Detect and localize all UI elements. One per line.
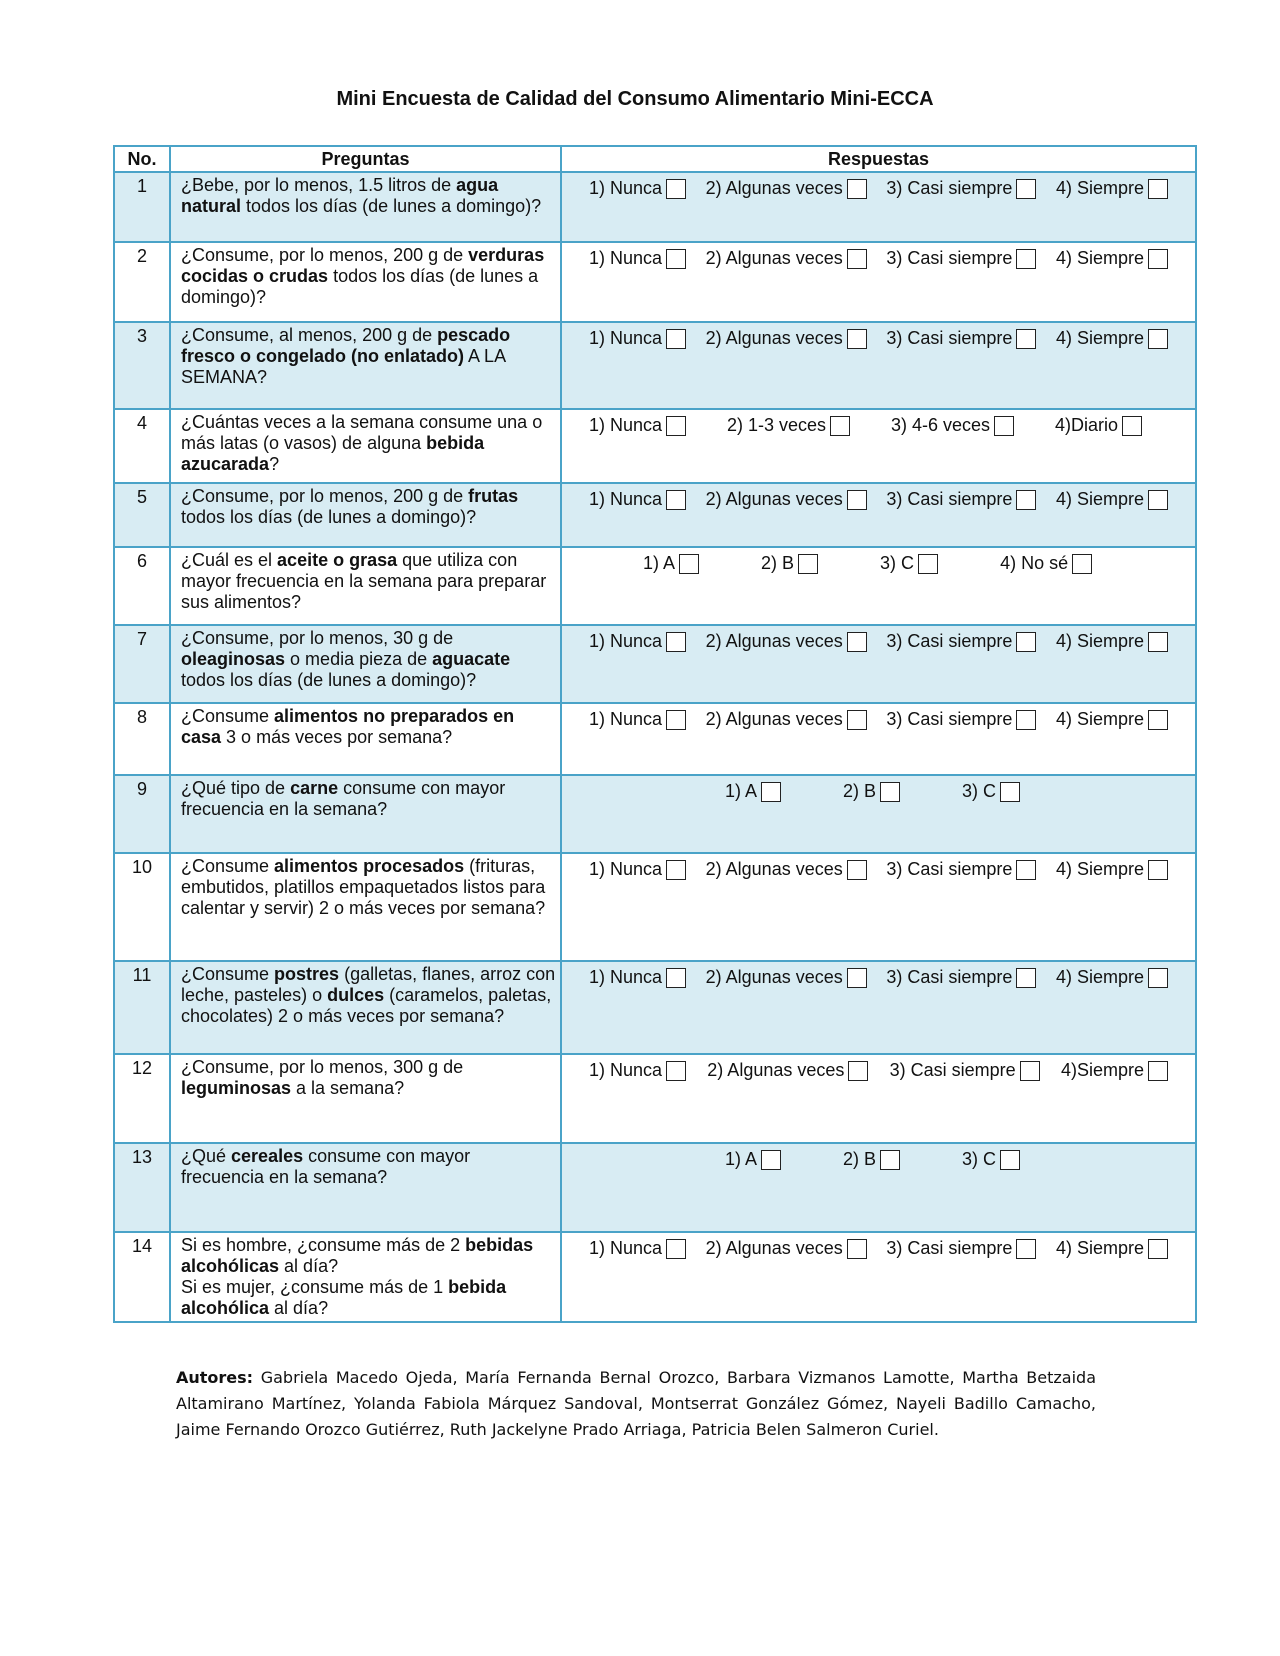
answer-option[interactable] (886, 967, 1036, 988)
question-segment: todos los días (de lunes a domingo)? (181, 670, 477, 690)
question-text (170, 853, 561, 961)
answer-option[interactable] (880, 553, 938, 574)
checkbox[interactable] (1148, 632, 1168, 652)
question-segment: ¿Consume, por lo menos, 300 g de (181, 1057, 464, 1077)
checkbox[interactable] (666, 860, 686, 880)
checkbox[interactable] (666, 490, 686, 510)
question-keyword: frutas (468, 486, 519, 506)
checkbox[interactable] (1016, 329, 1036, 349)
answer-cell (561, 625, 1196, 703)
answer-option[interactable] (1056, 859, 1168, 880)
answer-option[interactable] (725, 781, 781, 802)
answer-cell (561, 961, 1196, 1054)
answer-option[interactable] (589, 859, 686, 880)
question-segment: al día? (279, 1256, 339, 1276)
option-label: 2) Algunas veces (705, 709, 843, 729)
option-label: 3) Casi siempre (886, 489, 1013, 509)
option-label: 2) Algunas veces (705, 178, 843, 198)
page-title: Mini Encuesta de Calidad del Consumo Alimentario Mini-ECCA (336, 88, 934, 110)
question-segment: ¿Consume, por lo menos, 200 g de (181, 245, 469, 265)
checkbox[interactable] (847, 329, 867, 349)
option-label: 2) B (843, 781, 877, 801)
question-keyword: carne (290, 778, 339, 798)
answer-option[interactable] (843, 781, 900, 802)
answer-option[interactable] (1056, 1238, 1168, 1259)
answer-cell (561, 703, 1196, 775)
answer-option[interactable] (706, 1238, 867, 1259)
table-row (114, 483, 1196, 547)
answer-cell (561, 1232, 1196, 1322)
table-row (114, 703, 1196, 775)
option-label: 3) Casi siempre (886, 859, 1013, 879)
answer-cell (561, 853, 1196, 961)
question-number: 10 (114, 853, 170, 961)
question-number: 3 (114, 322, 170, 409)
question-segment: consume con mayor frecuencia en la semana? (181, 778, 506, 819)
checkbox[interactable] (1016, 249, 1036, 269)
answer-option[interactable] (589, 967, 686, 988)
question-segment: todos los días (de lunes a domingo)? (241, 196, 542, 216)
checkbox[interactable] (1020, 1061, 1040, 1081)
question-keyword: aguacate (432, 649, 511, 669)
answer-option[interactable] (1056, 709, 1168, 730)
checkbox[interactable] (1016, 860, 1036, 880)
option-label: 1) Nunca (589, 859, 663, 879)
checkbox[interactable] (1016, 179, 1036, 199)
answer-option[interactable] (589, 489, 686, 510)
checkbox[interactable] (666, 1239, 686, 1259)
question-number: 13 (114, 1143, 170, 1232)
question-segment: todos los días (de lunes a domingo)? (181, 507, 477, 527)
checkbox[interactable] (1148, 1239, 1168, 1259)
answer-options (563, 705, 1194, 730)
answer-options (563, 174, 1194, 199)
answer-option[interactable] (707, 1060, 868, 1081)
survey-body (114, 172, 1196, 1322)
question-segment: (caramelos, paletas, chocolates) 2 o más veces por semana? (181, 985, 552, 1026)
checkbox[interactable] (847, 632, 867, 652)
option-label: 3) Casi siempre (886, 1238, 1013, 1258)
answer-option[interactable] (589, 709, 686, 730)
option-label: 1) A (725, 781, 758, 801)
option-label: 1) Nunca (589, 248, 663, 268)
question-number: 5 (114, 483, 170, 547)
checkbox[interactable] (1016, 968, 1036, 988)
question-keyword: postres (274, 964, 340, 984)
answer-options (563, 549, 1194, 574)
question-segment: todos los días (de lunes a domingo)? (181, 266, 539, 307)
checkbox[interactable] (1016, 1239, 1036, 1259)
option-label: 3) Casi siempre (886, 709, 1013, 729)
question-number: 7 (114, 625, 170, 703)
question-number: 14 (114, 1232, 170, 1322)
question-segment: ¿Consume (181, 964, 275, 984)
table-header-row (114, 146, 1196, 172)
option-label: 2) Algunas veces (705, 248, 843, 268)
answer-option[interactable] (589, 248, 686, 269)
checkbox[interactable] (679, 554, 699, 574)
question-keyword: alimentos procesados (274, 856, 465, 876)
answer-option[interactable] (706, 709, 867, 730)
checkbox[interactable] (1072, 554, 1092, 574)
answer-option[interactable] (886, 489, 1036, 510)
question-segment: A LA SEMANA? (181, 346, 506, 387)
answer-option[interactable] (962, 781, 1020, 802)
answer-options (563, 485, 1194, 510)
option-label: 4) Siempre (1055, 631, 1144, 651)
answer-option[interactable] (761, 553, 818, 574)
answer-cell (561, 1143, 1196, 1232)
question-text (170, 961, 561, 1054)
table-row (114, 1054, 1196, 1143)
checkbox[interactable] (666, 179, 686, 199)
option-label: 1) A (643, 553, 676, 573)
answer-option[interactable] (706, 631, 867, 652)
answer-option[interactable] (1056, 631, 1168, 652)
question-segment: ¿Cuál es el (181, 550, 278, 570)
option-label: 2) 1-3 veces (726, 415, 827, 435)
answer-option[interactable] (643, 553, 699, 574)
question-text (170, 1143, 561, 1232)
question-segment: o media pieza de (285, 649, 433, 669)
question-segment: 3 o más veces por semana? (221, 727, 453, 747)
answer-option[interactable] (706, 489, 867, 510)
option-label: 3) C (880, 553, 915, 573)
table-row (114, 547, 1196, 625)
table-row (114, 322, 1196, 409)
answer-option[interactable] (886, 859, 1036, 880)
checkbox[interactable] (847, 1239, 867, 1259)
answer-option[interactable] (1056, 328, 1168, 349)
question-text (170, 322, 561, 409)
option-label: 4) Siempre (1055, 709, 1144, 729)
answer-option[interactable] (886, 709, 1036, 730)
table-row (114, 625, 1196, 703)
table-row (114, 1143, 1196, 1232)
option-label: 1) Nunca (589, 178, 663, 198)
answer-option[interactable] (706, 178, 867, 199)
checkbox[interactable] (761, 782, 781, 802)
option-label: 2) Algunas veces (705, 631, 843, 651)
question-text (170, 242, 561, 322)
question-segment: ¿Consume, por lo menos, 30 g de (181, 628, 454, 648)
checkbox[interactable] (666, 249, 686, 269)
answer-option[interactable] (890, 1060, 1040, 1081)
checkbox[interactable] (1148, 1061, 1168, 1081)
option-label: 1) Nunca (589, 489, 663, 509)
answer-options (563, 1234, 1194, 1259)
option-label: 1) Nunca (589, 415, 663, 435)
answer-cell (561, 172, 1196, 242)
checkbox[interactable] (918, 554, 938, 574)
checkbox[interactable] (1148, 860, 1168, 880)
option-label: 1) Nunca (589, 1060, 663, 1080)
question-keyword: pescado fresco o congelado (no enlatado) (181, 325, 511, 366)
option-label: 2) B (843, 1149, 877, 1169)
checkbox[interactable] (1148, 968, 1168, 988)
question-text (170, 703, 561, 775)
question-segment: consume con mayor frecuencia en la semana? (181, 1146, 471, 1187)
question-segment: ¿Qué tipo de (181, 778, 291, 798)
answer-option[interactable] (589, 178, 686, 199)
option-label: 2) Algunas veces (705, 859, 843, 879)
option-label: 4) No sé (1000, 553, 1069, 573)
option-label: 1) Nunca (589, 1238, 663, 1258)
question-keyword: bebida azucarada (181, 433, 485, 474)
answer-option[interactable] (706, 248, 867, 269)
answer-option[interactable] (1056, 248, 1168, 269)
answer-options (563, 244, 1194, 269)
question-number: 6 (114, 547, 170, 625)
question-segment: (galletas, flanes, arroz con leche, pasteles) o (181, 964, 556, 1005)
question-segment: ¿Consume, por lo menos, 200 g de (181, 486, 469, 506)
header-no: No. (114, 146, 170, 172)
answer-option[interactable] (725, 1149, 781, 1170)
answer-cell (561, 775, 1196, 853)
question-keyword: aceite o grasa (277, 550, 398, 570)
answer-options (563, 324, 1194, 349)
option-label: 1) Nunca (589, 967, 663, 987)
option-label: 3) Casi siempre (886, 248, 1013, 268)
answer-option[interactable] (1056, 967, 1168, 988)
table-row (114, 1232, 1196, 1322)
authors-note (176, 1365, 1096, 1443)
checkbox[interactable] (1122, 416, 1142, 436)
question-number: 12 (114, 1054, 170, 1143)
option-label: 4)Siempre (1060, 1060, 1144, 1080)
answer-option[interactable] (706, 859, 867, 880)
answer-option[interactable] (727, 415, 850, 436)
answer-option[interactable] (962, 1149, 1020, 1170)
checkbox[interactable] (847, 968, 867, 988)
answer-option[interactable] (1056, 178, 1168, 199)
option-label: 4) Siempre (1055, 178, 1144, 198)
question-text (170, 625, 561, 703)
question-text (170, 1054, 561, 1143)
option-label: 1) Nunca (589, 631, 663, 651)
option-label: 4) Siempre (1055, 248, 1144, 268)
question-text (170, 409, 561, 483)
question-segment: (frituras, embutidos, platillos empaquetados listos para calentar y servir) 2 o más veces por semana? (181, 856, 546, 918)
question-number: 1 (114, 172, 170, 242)
checkbox[interactable] (1000, 1150, 1020, 1170)
checkbox[interactable] (666, 329, 686, 349)
checkbox[interactable] (880, 1150, 900, 1170)
question-segment: ¿Bebe, por lo menos, 1.5 litros de (181, 175, 457, 195)
question-keyword: dulces (327, 985, 385, 1005)
question-segment: ¿Consume, al menos, 200 g de (181, 325, 438, 345)
question-keyword: bebida alcohólica (181, 1277, 507, 1318)
checkbox[interactable] (761, 1150, 781, 1170)
question-text (170, 483, 561, 547)
option-label: 4) Siempre (1055, 859, 1144, 879)
question-segment: a la semana? (291, 1078, 405, 1098)
answer-cell (561, 1054, 1196, 1143)
question-segment: ¿Consume (181, 856, 275, 876)
answer-option[interactable] (891, 415, 1014, 436)
option-label: 1) A (725, 1149, 758, 1169)
answer-option[interactable] (1061, 1060, 1168, 1081)
option-label: 2) B (761, 553, 795, 573)
checkbox[interactable] (666, 968, 686, 988)
option-label: 3) Casi siempre (886, 631, 1013, 651)
question-segment: Si es hombre, ¿consume más de 2 (181, 1235, 466, 1255)
answer-option[interactable] (1055, 415, 1142, 436)
checkbox[interactable] (1148, 490, 1168, 510)
question-segment: que utiliza con mayor frecuencia en la semana para preparar sus alimentos? (181, 550, 547, 612)
option-label: 1) Nunca (589, 328, 663, 348)
question-number: 8 (114, 703, 170, 775)
table-row (114, 775, 1196, 853)
checkbox[interactable] (847, 710, 867, 730)
question-keyword: cereales (231, 1146, 304, 1166)
question-keyword: leguminosas (181, 1078, 292, 1098)
header-questions: Preguntas (170, 146, 561, 172)
answer-cell (561, 483, 1196, 547)
checkbox[interactable] (666, 1061, 686, 1081)
checkbox[interactable] (666, 710, 686, 730)
checkbox[interactable] (1016, 632, 1036, 652)
checkbox[interactable] (798, 554, 818, 574)
answer-option[interactable] (886, 1238, 1036, 1259)
answer-option[interactable] (589, 415, 686, 436)
option-label: 4) Siempre (1055, 489, 1144, 509)
answer-option[interactable] (589, 631, 686, 652)
option-label: 3) 4-6 veces (890, 415, 991, 435)
table-row (114, 961, 1196, 1054)
answer-option[interactable] (589, 1238, 686, 1259)
answer-options (563, 963, 1194, 988)
authors-text: Gabriela Macedo Ojeda, María Fernanda Bernal Orozco, Barbara Vizmanos Lamotte, Martha Betzaida Altamirano Martínez, Yolanda Fabiola Márquez Sandoval, Montserrat González Gómez, Nayeli Badillo Camacho, Jaime Fernando Orozco Gutiérrez, Ruth Jackelyne Prado Arriaga, Patricia Belen Salmeron Curiel. (176, 1368, 1096, 1439)
option-label: 3) Casi siempre (886, 328, 1013, 348)
checkbox[interactable] (1148, 329, 1168, 349)
question-text (170, 547, 561, 625)
question-segment: al día? (269, 1298, 329, 1318)
authors-label: Autores: (176, 1368, 254, 1387)
checkbox[interactable] (1016, 490, 1036, 510)
answer-option[interactable] (886, 328, 1036, 349)
option-label: 2) Algunas veces (707, 1060, 845, 1080)
answer-option[interactable] (1056, 489, 1168, 510)
checkbox[interactable] (666, 416, 686, 436)
option-label: 2) Algunas veces (705, 489, 843, 509)
answer-option[interactable] (886, 631, 1036, 652)
checkbox[interactable] (830, 416, 850, 436)
answer-options (563, 411, 1194, 436)
question-segment: Si es mujer, ¿consume más de 1 (181, 1277, 449, 1297)
answer-cell (561, 409, 1196, 483)
option-label: 2) Algunas veces (705, 1238, 843, 1258)
header-answers: Respuestas (561, 146, 1196, 172)
checkbox[interactable] (847, 249, 867, 269)
question-number: 9 (114, 775, 170, 853)
option-label: 4)Diario (1054, 415, 1118, 435)
checkbox[interactable] (1148, 179, 1168, 199)
answer-options (563, 777, 1194, 802)
checkbox[interactable] (1148, 249, 1168, 269)
table-row (114, 409, 1196, 483)
answer-options (563, 627, 1194, 652)
option-label: 2) Algunas veces (705, 328, 843, 348)
answer-option[interactable] (589, 1060, 686, 1081)
option-label: 3) C (962, 1149, 997, 1169)
answer-options (563, 1145, 1194, 1170)
question-number: 11 (114, 961, 170, 1054)
question-text (170, 775, 561, 853)
checkbox[interactable] (1000, 782, 1020, 802)
question-number: 2 (114, 242, 170, 322)
checkbox[interactable] (847, 490, 867, 510)
option-label: 3) Casi siempre (889, 1060, 1016, 1080)
question-segment: ? (269, 454, 280, 474)
answer-option[interactable] (886, 178, 1036, 199)
table-row (114, 242, 1196, 322)
checkbox[interactable] (848, 1061, 868, 1081)
checkbox[interactable] (847, 179, 867, 199)
option-label: 2) Algunas veces (705, 967, 843, 987)
option-label: 1) Nunca (589, 709, 663, 729)
checkbox[interactable] (880, 782, 900, 802)
question-keyword: agua natural (181, 175, 499, 216)
question-keyword: bebidas alcohólicas (181, 1235, 534, 1276)
question-text (170, 1232, 561, 1322)
checkbox[interactable] (666, 632, 686, 652)
answer-option[interactable] (706, 328, 867, 349)
option-label: 4) Siempre (1055, 1238, 1144, 1258)
question-keyword: verduras cocidas o crudas (181, 245, 545, 286)
answer-option[interactable] (843, 1149, 900, 1170)
answer-option[interactable] (589, 328, 686, 349)
answer-cell (561, 547, 1196, 625)
checkbox[interactable] (1148, 710, 1168, 730)
option-label: 3) Casi siempre (886, 178, 1013, 198)
option-label: 3) Casi siempre (886, 967, 1013, 987)
answer-cell (561, 322, 1196, 409)
checkbox[interactable] (847, 860, 867, 880)
question-number: 4 (114, 409, 170, 483)
answer-options (563, 1056, 1194, 1081)
question-segment: ¿Cuántas veces a la semana consume una o más latas (o vasos) de alguna (181, 412, 543, 453)
checkbox[interactable] (994, 416, 1014, 436)
question-segment: ¿Consume (181, 706, 275, 726)
table-row (114, 853, 1196, 961)
question-keyword: oleaginosas (181, 649, 286, 669)
table-row (114, 172, 1196, 242)
answer-option[interactable] (706, 967, 867, 988)
option-label: 4) Siempre (1055, 328, 1144, 348)
survey-table (113, 145, 1197, 1323)
question-keyword: alimentos no preparados en casa (181, 706, 515, 747)
answer-cell (561, 242, 1196, 322)
answer-options (563, 855, 1194, 880)
answer-option[interactable] (886, 248, 1036, 269)
option-label: 4) Siempre (1055, 967, 1144, 987)
answer-option[interactable] (1000, 553, 1092, 574)
option-label: 3) C (962, 781, 997, 801)
checkbox[interactable] (1016, 710, 1036, 730)
question-segment: ¿Qué (181, 1146, 232, 1166)
question-text (170, 172, 561, 242)
